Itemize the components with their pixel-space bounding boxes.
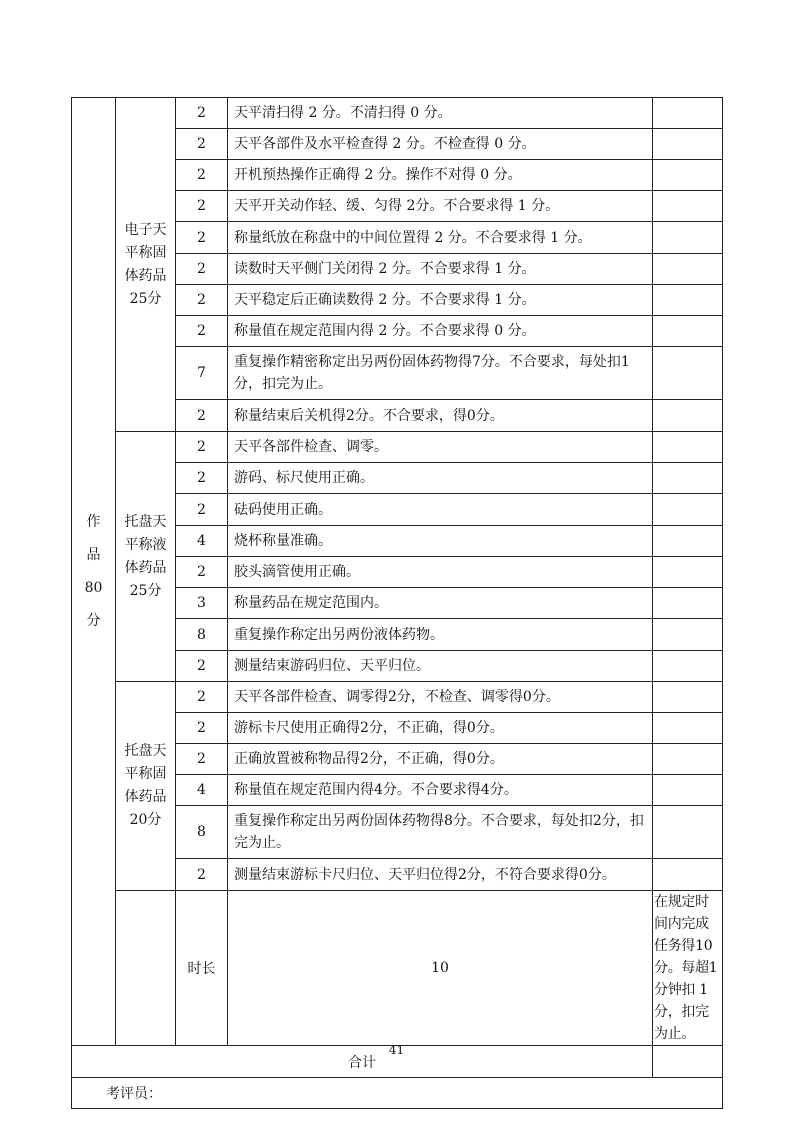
criteria-cell: 测量结束游标卡尺归位、天平归位得2分，不符合要求得0分。 <box>228 859 653 891</box>
actual-score-cell <box>653 98 723 129</box>
time-row <box>72 891 723 1046</box>
criteria-cell: 称量值在规定范围内得4分。不合要求得4分。 <box>228 775 653 806</box>
criteria-cell: 天平开关动作轻、缓、匀得 2分。不合要求得 1 分。 <box>228 191 653 222</box>
criteria-cell: 砝码使用正确。 <box>228 494 653 526</box>
criteria-cell: 天平清扫得 2 分。不清扫得 0 分。 <box>228 98 653 129</box>
actual-score-cell <box>653 347 723 400</box>
actual-score-cell <box>653 129 723 160</box>
score-cell: 2 <box>176 285 228 316</box>
table-row <box>72 432 723 463</box>
scoring-table-body <box>72 98 723 1109</box>
examiner-label: 考评员： <box>72 1078 723 1109</box>
time-criteria: 在规定时间内完成任务得10分。每超1分钟扣 1 分，扣完为止。 <box>653 891 723 1046</box>
criteria-cell: 天平各部件检查、调零。 <box>228 432 653 463</box>
actual-score-cell <box>653 160 723 191</box>
criteria-cell: 胶头滴管使用正确。 <box>228 557 653 588</box>
page-number: 41 <box>388 1043 405 1057</box>
score-cell: 7 <box>176 347 228 400</box>
actual-score-cell <box>653 682 723 713</box>
actual-score-cell <box>653 463 723 494</box>
actual-score-cell <box>653 775 723 806</box>
actual-score-cell <box>653 316 723 347</box>
score-cell: 2 <box>176 651 228 682</box>
category-label: 托盘天平称液体药品25分 <box>124 513 167 599</box>
score-cell: 2 <box>176 494 228 526</box>
criteria-cell: 称量结束后关机得2分。不合要求，得0分。 <box>228 400 653 432</box>
criteria-cell: 正确放置被称物品得2分，不正确，得0分。 <box>228 744 653 775</box>
score-cell: 2 <box>176 744 228 775</box>
criteria-cell: 重复操作称定出另两份液体药物。 <box>228 619 653 651</box>
score-cell: 2 <box>176 682 228 713</box>
score-cell: 2 <box>176 316 228 347</box>
category-label: 电子天平称固体药品25分 <box>124 221 167 307</box>
criteria-cell: 天平各部件检查、调零得2分，不检查、调零得0分。 <box>228 682 653 713</box>
criteria-cell: 称量药品在规定范围内。 <box>228 588 653 619</box>
score-cell: 4 <box>176 775 228 806</box>
criteria-cell: 天平稳定后正确读数得 2 分。不合要求得 1 分。 <box>228 285 653 316</box>
score-cell: 8 <box>176 806 228 859</box>
score-cell: 2 <box>176 463 228 494</box>
actual-score-cell <box>653 806 723 859</box>
actual-score-cell <box>653 588 723 619</box>
criteria-cell: 读数时天平侧门关闭得 2 分。不合要求得 1 分。 <box>228 254 653 285</box>
section-label-cell <box>72 98 116 1046</box>
time-empty-cell <box>116 891 176 1046</box>
actual-score-cell <box>653 619 723 651</box>
score-cell: 2 <box>176 254 228 285</box>
table-row <box>72 98 723 129</box>
section-label: 作品80分 <box>84 513 103 629</box>
score-cell: 2 <box>176 713 228 744</box>
criteria-cell: 测量结束游码归位、天平归位。 <box>228 651 653 682</box>
score-cell: 2 <box>176 160 228 191</box>
category-cell <box>116 682 176 891</box>
score-cell: 3 <box>176 588 228 619</box>
total-label: 合计 <box>72 1046 653 1078</box>
score-cell: 2 <box>176 400 228 432</box>
actual-score-cell <box>653 400 723 432</box>
category-label: 托盘天平称固体药品20分 <box>124 743 167 828</box>
score-cell: 2 <box>176 98 228 129</box>
actual-score-cell <box>653 254 723 285</box>
criteria-cell: 称量纸放在称盘中的中间位置得 2 分。不合要求得 1 分。 <box>228 222 653 254</box>
score-cell: 4 <box>176 526 228 557</box>
score-cell: 2 <box>176 222 228 254</box>
table-row <box>72 682 723 713</box>
score-cell: 2 <box>176 557 228 588</box>
actual-score-cell <box>653 432 723 463</box>
actual-score-cell <box>653 526 723 557</box>
actual-score-cell <box>653 744 723 775</box>
score-cell: 8 <box>176 619 228 651</box>
criteria-cell: 称量值在规定范围内得 2 分。不合要求得 0 分。 <box>228 316 653 347</box>
criteria-cell: 重复操作精密称定出另两份固体药物得7分。不合要求，每处扣1分，扣完为止。 <box>228 347 653 400</box>
criteria-cell: 开机预热操作正确得 2 分。操作不对得 0 分。 <box>228 160 653 191</box>
category-cell <box>116 432 176 682</box>
score-cell: 2 <box>176 432 228 463</box>
score-cell: 2 <box>176 859 228 891</box>
criteria-cell: 烧杯称量准确。 <box>228 526 653 557</box>
category-cell <box>116 98 176 432</box>
examiner-row <box>72 1078 723 1109</box>
actual-score-cell <box>653 191 723 222</box>
actual-score-cell <box>653 494 723 526</box>
time-label: 时长 <box>176 891 228 1046</box>
time-score: 10 <box>228 891 653 1046</box>
criteria-cell: 游码、标尺使用正确。 <box>228 463 653 494</box>
actual-score-cell <box>653 557 723 588</box>
score-cell: 2 <box>176 191 228 222</box>
actual-score-cell <box>653 651 723 682</box>
actual-score-cell <box>653 859 723 891</box>
actual-score-cell <box>653 713 723 744</box>
criteria-cell: 天平各部件及水平检查得 2 分。不检查得 0 分。 <box>228 129 653 160</box>
criteria-cell: 重复操作称定出另两份固体药物得8分。不合要求，每处扣2分，扣完为止。 <box>228 806 653 859</box>
score-cell: 2 <box>176 129 228 160</box>
criteria-cell: 游标卡尺使用正确得2分，不正确，得0分。 <box>228 713 653 744</box>
actual-score-cell <box>653 285 723 316</box>
scoring-table <box>71 97 723 1109</box>
actual-score-cell <box>653 222 723 254</box>
